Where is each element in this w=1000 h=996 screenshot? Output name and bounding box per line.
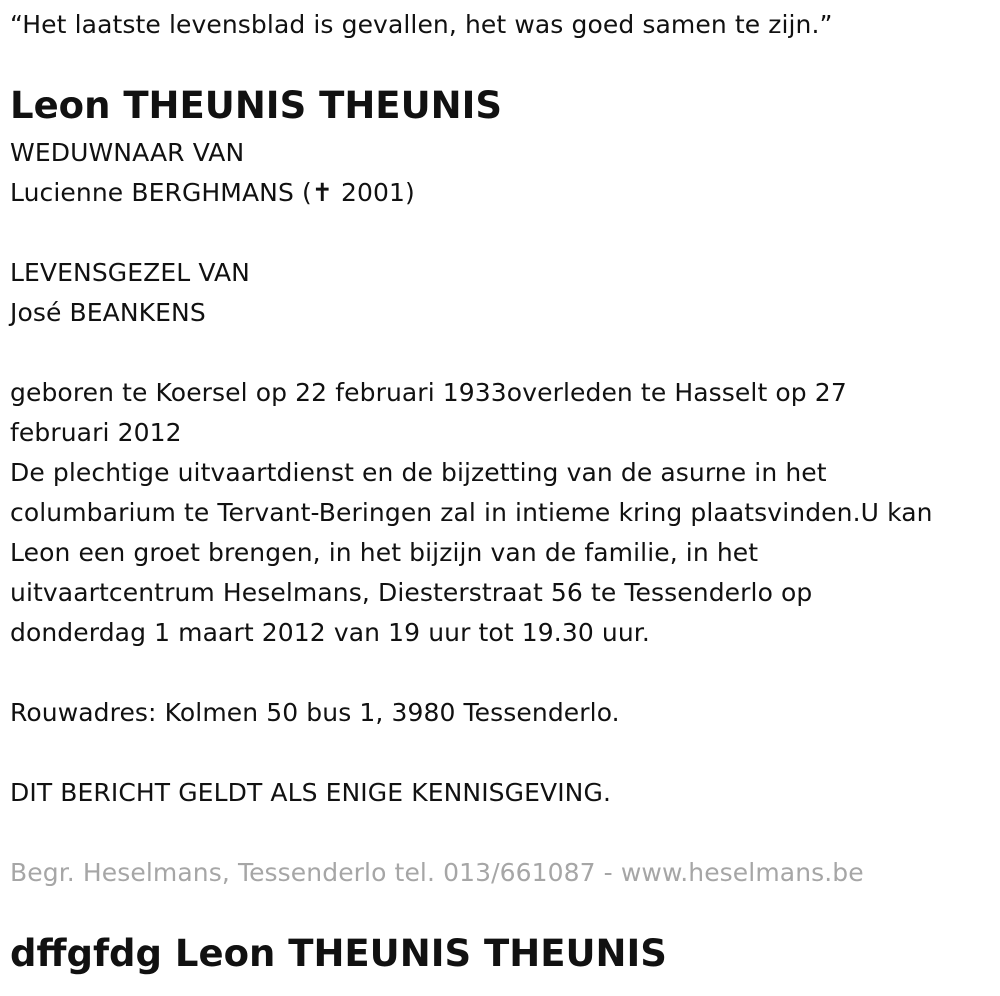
ceremony-line-5: donderdag 1 maart 2012 van 19 uur tot 19.30 uur. — [10, 618, 650, 647]
details-block — [10, 373, 933, 653]
birth-death-line-2: februari 2012 — [10, 418, 182, 447]
notice-statement: DIT BERICHT GELDT ALS ENIGE KENNISGEVING. — [10, 778, 611, 807]
birth-death-line-1: geboren te Koersel op 22 februari 1933overleden te Hasselt op 27 — [10, 378, 847, 407]
widower-label: WEDUWNAAR VAN — [10, 138, 245, 167]
widower-block — [10, 133, 415, 213]
deceased-name-heading: Leon THEUNIS THEUNIS — [10, 84, 503, 127]
ceremony-line-1: De plechtige uitvaartdienst en de bijzetting van de asurne in het — [10, 458, 827, 487]
widower-of: Lucienne BERGHMANS (✝ 2001) — [10, 178, 415, 207]
funeral-home-contact: Begr. Heselmans, Tessenderlo tel. 013/661087 - www.heselmans.be — [10, 858, 864, 887]
opening-quote: “Het laatste levensblad is gevallen, het was goed samen te zijn.” — [10, 10, 833, 39]
partner-label: LEVENSGEZEL VAN — [10, 258, 250, 287]
mourning-address: Rouwadres: Kolmen 50 bus 1, 3980 Tessenderlo. — [10, 698, 620, 727]
second-name-heading: dffgfdg Leon THEUNIS THEUNIS — [10, 932, 667, 975]
ceremony-line-2: columbarium te Tervant-Beringen zal in intieme kring plaatsvinden.U kan — [10, 498, 933, 527]
ceremony-line-4: uitvaartcentrum Heselmans, Diesterstraat 56 te Tessenderlo op — [10, 578, 813, 607]
ceremony-line-3: Leon een groet brengen, in het bijzijn van de familie, in het — [10, 538, 759, 567]
partner-of: José BEANKENS — [10, 298, 206, 327]
partner-block — [10, 253, 250, 333]
